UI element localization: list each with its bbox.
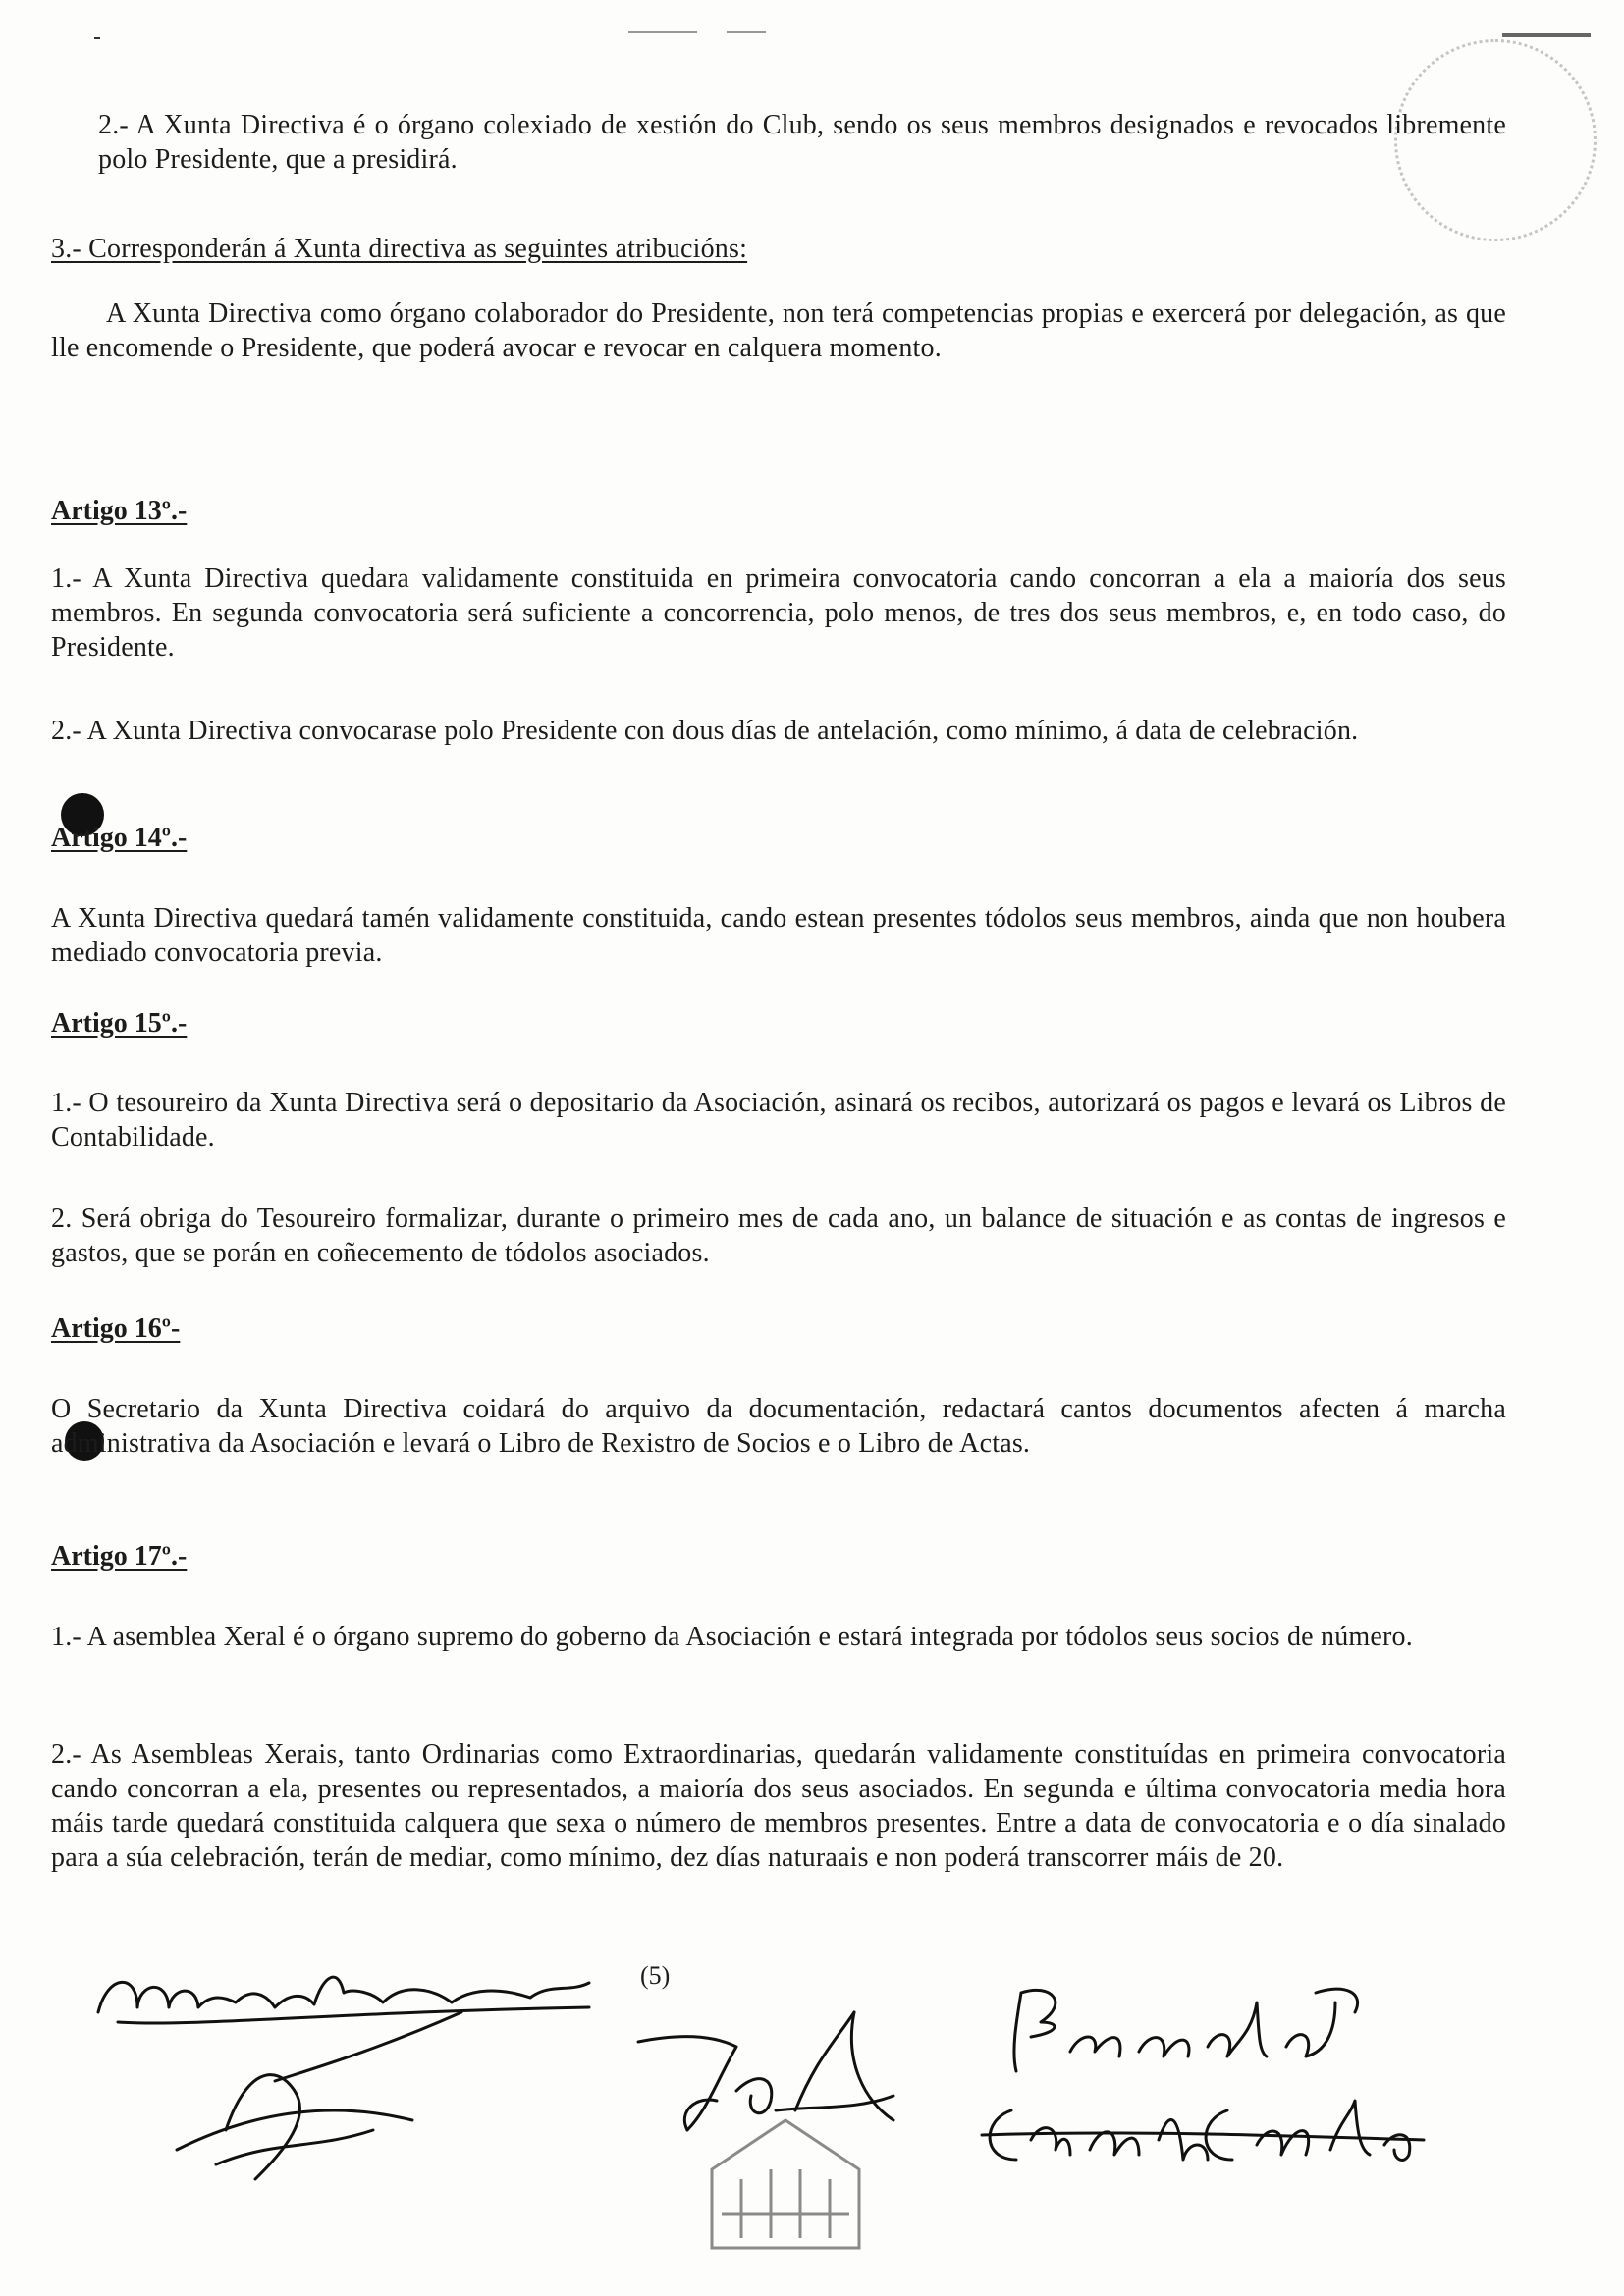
club-seal-stamp — [692, 2110, 879, 2258]
paragraph-14: A Xunta Directiva quedará tamén validamente constituida, cando estean presentes tódolos seus membros, ainda que non houbera mediado convocatoria previa. — [51, 903, 1506, 968]
paragraph-12-2: 2.- A Xunta Directiva é o órgano colexiado de xestión do Club, sendo os seus membros designados e revocados libremente polo Presidente, que a presidirá. — [98, 110, 1506, 175]
heading-artigo-16: Artigo 16º- — [51, 1313, 181, 1344]
paragraph-15-1: 1.- O tesoureiro da Xunta Directiva será o depositario da Asociación, asinará os recibos, autorizará os pagos e levará os Libros de Contabilidade. — [51, 1088, 1506, 1152]
paragraph-12-3-title — [51, 232, 1506, 266]
paragraph-17-1: 1.- A asemblea Xeral é o órgano supremo do goberno da Asociación e estará integrada por tódolos seus socios de número. — [51, 1622, 1413, 1652]
signature-3 — [1001, 1973, 1375, 2081]
paragraph-12-3-title-text: 3.- Corresponderán á Xunta directiva as seguintes atribucións: — [51, 234, 748, 264]
heading-artigo-17: Artigo 17º.- — [51, 1541, 188, 1572]
paragraph-17-2: 2.- As Asembleas Xerais, tanto Ordinarias como Extraordinarias, quedarán validamente constituídas en primeira convocatoria cando concorran a ela, presentes ou representados, a maioría dos seus asociados. En segunda e última convocatoria media hora máis tarde quedará constituida calquera que sexa o número de membros presentes. Entre a data de convocatoria e o día sinalado para a súa celebración, terán de mediar, como mínimo, dez días naturaais e non poderá transcorrer máis de 20. — [51, 1739, 1506, 1873]
paragraph-16: O Secretario da Xunta Directiva coidará do arquivo da documentación, redactará cantos documentos afecten á marcha administrativa da Asociación e levará o Libro de Rexistro de Socios e o Libro de Actas. — [51, 1394, 1506, 1459]
heading-artigo-13: Artigo 13º.- — [51, 496, 188, 526]
scan-header-marks — [0, 10, 1624, 49]
paragraph-12-3-body: A Xunta Directiva como órgano colaborador do Presidente, non terá competencias propias e exercerá por delegación, as que lle encomende o Presidente, que poderá avocar e revocar en calquera momento. — [51, 298, 1506, 363]
paragraph-15-2: 2. Será obriga do Tesoureiro formalizar, durante o primeiro mes de cada ano, un balance de situación e as contas de ingresos e gastos, que se porán en coñecemento de tódolos asociados. — [51, 1203, 1506, 1268]
paragraph-13-1: 1.- A Xunta Directiva quedara validamente constituida en primeira convocatoria cando concorran a ela a maioría dos seus membros. En segunda convocatoria será suficiente a concorrencia, polo menos, de tres dos seus membros, e, en todo caso, do Presidente. — [51, 563, 1506, 663]
heading-artigo-15: Artigo 15º.- — [51, 1008, 188, 1039]
heading-artigo-14: Artigo 14º.- — [51, 823, 188, 853]
signature-1 — [79, 1953, 628, 2189]
paragraph-13-2: 2.- A Xunta Directiva convocarase polo Presidente con dous días de antelación, como mínimo, á data de celebración. — [51, 716, 1359, 746]
page-number: (5) — [640, 1961, 671, 1990]
signature-4 — [972, 2081, 1434, 2189]
